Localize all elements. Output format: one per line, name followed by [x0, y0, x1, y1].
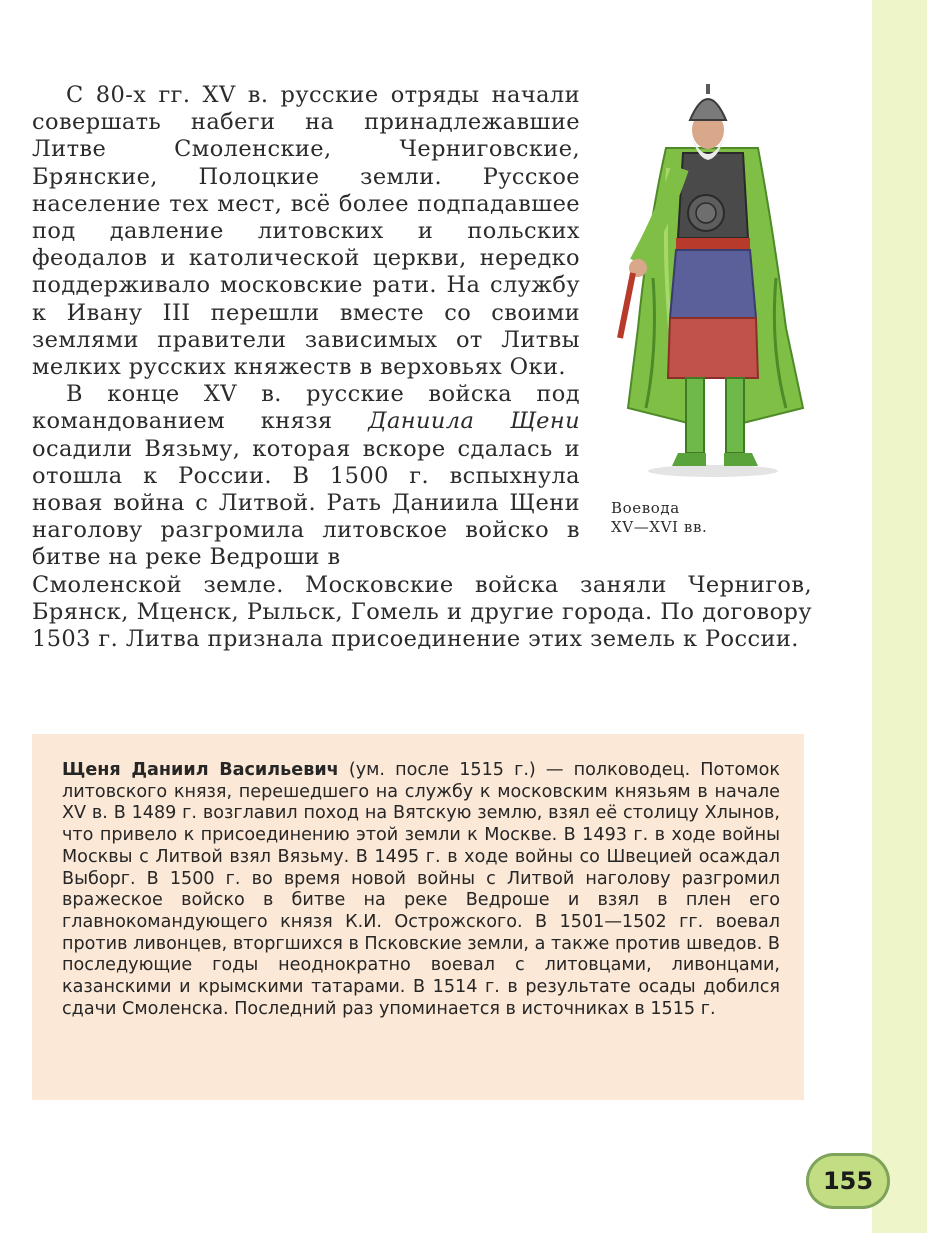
voivode-figure-svg: [608, 78, 808, 478]
biography-text: [62, 760, 780, 1020]
paragraph-2-rest: осадили Вязьму, которая вскоре сдалась и отошла к России. В 1500 г. вспыхнула новая война с Литвой. Рать Даниила Щени наголову разгромила литовское войско в битве на реке Ведроши в: [32, 435, 580, 571]
page-number-badge: 155: [806, 1153, 890, 1209]
voivode-illustration: [608, 78, 808, 478]
paragraph-2: [32, 381, 580, 571]
text-column: [32, 82, 580, 572]
caption-line-2: XV—XVI вв.: [611, 518, 708, 536]
paragraph-2-tail: Смоленской земле. Московские войска заняли Чернигов, Брянск, Мценск, Рыльск, Гомель и другие города. По договору 1503 г. Литва признала присоединение этих земель к России.: [32, 571, 812, 653]
page-edge-strip: [872, 0, 927, 1233]
paragraph-1: С 80-х гг. XV в. русские отряды начали совершать набеги на принадлежавшие Литве Смоленские, Черниговские, Брянские, Полоцкие земли. Русское население тех мест, всё более подпадавшее под давление литовских и польских феодалов и католической церкви, нередко поддерживало московские рати. На службу к Ивану III перешли вместе со своими землями правители зависимых от Литвы мелких русских княжеств в верховьях Оки.: [32, 82, 580, 381]
biography-body: (ум. после 1515 г.) — полководец. Потомок литовского князя, перешедшего на службу к московским князьям в начале XV в. В 1489 г. возглавил поход на Вятскую землю, взял её столицу Хлынов, что привело к присоединению этой земли к Москве. В 1493 г. в ходе войны Москвы с Литвой взял Вязьму. В 1495 г. в ходе войны со Швецией осаждал Выборг. В 1500 г. во время новой войны с Литвой наголову разгромил вражеское войско в битве на реке Ведроше и взял в плен его главнокомандующего князя К.И. Острожского. В 1501—1502 гг. воевал против ливонцев, вторгшихся в Псковские земли, а также против шведов. В последующие годы неоднократно воевал с литовцами, ливонцами, казанскими и крымскими татарами. В 1514 г. в результате осады добился сдачи Смоленска. Последний раз упоминается в источниках в 1515 г.: [62, 760, 780, 1019]
paragraph-2-start: В конце XV в. русские войска под командованием князя: [32, 381, 580, 435]
caption-line-1: Воевода: [611, 499, 680, 517]
paragraph-2-name: Даниила Щени: [368, 408, 580, 435]
biography-name: Щеня Даниил Васильевич: [62, 760, 339, 780]
figure-caption: [611, 499, 811, 537]
